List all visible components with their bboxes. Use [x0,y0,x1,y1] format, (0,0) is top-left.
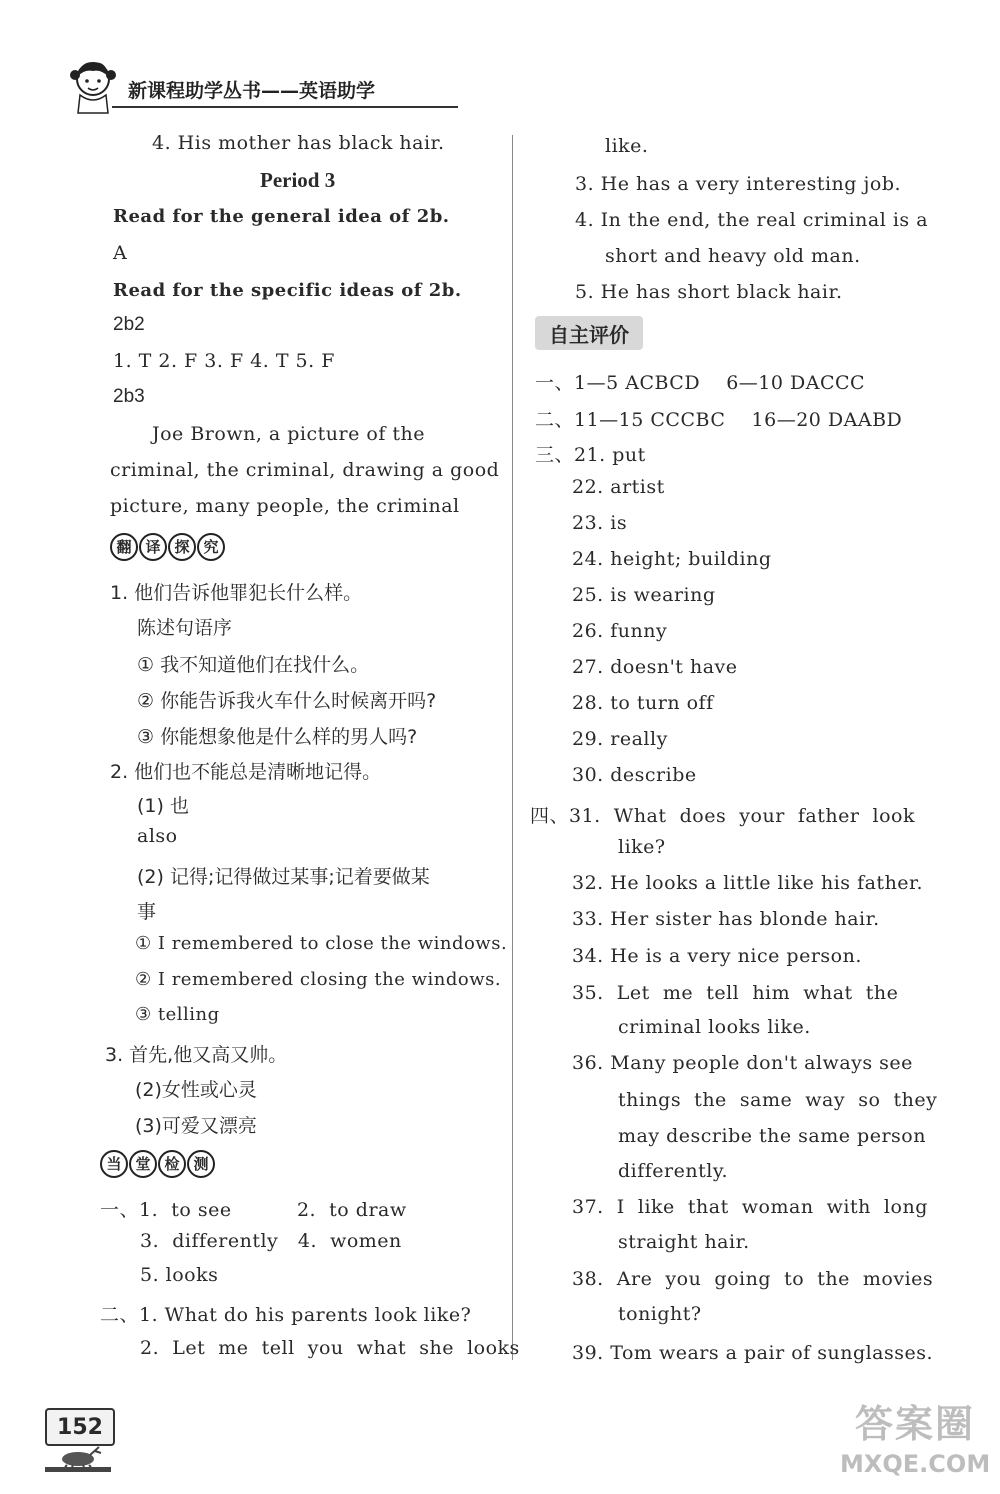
eval-line: 四、31. What does your father look [530,805,915,827]
check-line: 3. differently 4. women [140,1230,402,1252]
eval-line: 32. He looks a little like his father. [572,872,924,894]
translate-line: ① I remembered to close the windows. [135,933,508,954]
eval-line: 三、21. put [535,444,646,466]
eval-line: differently. [618,1160,729,1182]
translate-line: ② I remembered closing the windows. [135,969,502,990]
eval-line: may describe the same person [618,1125,926,1147]
translate-line: ② 你能告诉我火车什么时候离开吗? [137,690,437,712]
mascot-girl-icon [68,55,118,115]
eval-line: 22. artist [572,476,665,498]
eval-line: 38. Are you going to the movies [572,1268,934,1290]
check-line: 2. Let me tell you what she looks [140,1337,520,1359]
translate-line: (3)可爱又漂亮 [135,1115,257,1137]
eval-line: 35. Let me tell him what the [572,982,899,1004]
eval-line: 29. really [572,728,668,750]
eval-line: like? [618,836,666,858]
right-top-line: 5. He has short black hair. [575,281,843,303]
period-heading: Period 3 [260,168,336,192]
check-line: 5. looks [140,1264,219,1286]
eval-line: straight hair. [618,1231,750,1253]
watermark-bottom-text: MXQE.COM [840,1450,991,1478]
column-divider [512,135,513,1360]
eval-line: 30. describe [572,764,697,786]
eval-line: 27. doesn't have [572,656,738,678]
translate-line: 陈述句语序 [137,617,233,639]
reindeer-icon [45,1443,111,1473]
translate-line: (2)女性或心灵 [135,1079,257,1101]
para-2b3-line: picture, many people, the criminal [110,495,460,517]
eval-line: 36. Many people don't always see [572,1052,913,1074]
section-check: 当 堂 检 测 [100,1147,216,1181]
header-title: 新课程助学丛书——英语助学 [128,80,376,102]
eval-line: 34. He is a very nice person. [572,945,862,967]
translate-line: ③ 你能想象他是什么样的男人吗? [137,726,418,748]
eval-line: tonight? [618,1303,702,1325]
section-translate: 翻 译 探 究 [110,530,226,564]
translate-line: 3. 首先,他又高又帅。 [105,1044,288,1066]
eval-line: 26. funny [572,620,668,642]
eval-line: 23. is [572,512,628,534]
eval-line: things the same way so they [618,1089,938,1111]
translate-line: also [137,825,178,847]
eval-line: 33. Her sister has blonde hair. [572,908,880,930]
eval-line: 28. to turn off [572,692,714,714]
page-number: 152 [45,1408,115,1446]
eval-line: 37. I like that woman with long [572,1196,928,1218]
section-eval: 自主评价 [535,316,643,350]
right-top-line: 4. In the end, the real criminal is a [575,209,929,231]
answers-2b2: 1. T 2. F 3. F 4. T 5. F [113,350,335,372]
header-rule [112,106,458,108]
translate-line: ③ telling [135,1004,220,1025]
right-top-line: like. [605,135,649,157]
eval-line: 39. Tom wears a pair of sunglasses. [572,1342,934,1364]
translate-line: (1) 也 [137,795,189,817]
label-2b3: 2b3 [113,386,145,407]
translate-line: 事 [137,901,157,923]
translate-line: (2) 记得;记得做过某事;记着要做某 [137,866,430,888]
watermark-top-text: 答案圈 [854,1402,975,1446]
para-2b3-line: criminal, the criminal, drawing a good [110,459,500,481]
right-top-line: short and heavy old man. [605,245,861,267]
translate-line: 1. 他们告诉他罪犯长什么样。 [110,582,363,604]
eval-line: 25. is wearing [572,584,716,606]
answer-a: A [113,242,128,264]
right-top-line: 3. He has a very interesting job. [575,173,902,195]
check-line: 一、1. to see 2. to draw [100,1199,407,1221]
label-2b2: 2b2 [113,314,145,335]
translate-line: 2. 他们也不能总是清晰地记得。 [110,761,382,783]
watermark [840,1400,990,1488]
eval-line: 一、1—5 ACBCD 6—10 DACCC [535,372,866,394]
eval-line: 24. height; building [572,548,772,570]
read-general-heading: Read for the general idea of 2b. [113,206,450,227]
eval-line: criminal looks like. [618,1016,811,1038]
eval-line: 二、11—15 CCCBC 16—20 DAABD [535,409,903,431]
para-2b3-line: Joe Brown, a picture of the [152,423,426,445]
read-specific-heading: Read for the specific ideas of 2b. [113,280,462,301]
prev-answer-line: 4. His mother has black hair. [152,132,445,154]
translate-line: ① 我不知道他们在找什么。 [137,654,370,676]
check-line: 二、1. What do his parents look like? [100,1304,472,1326]
